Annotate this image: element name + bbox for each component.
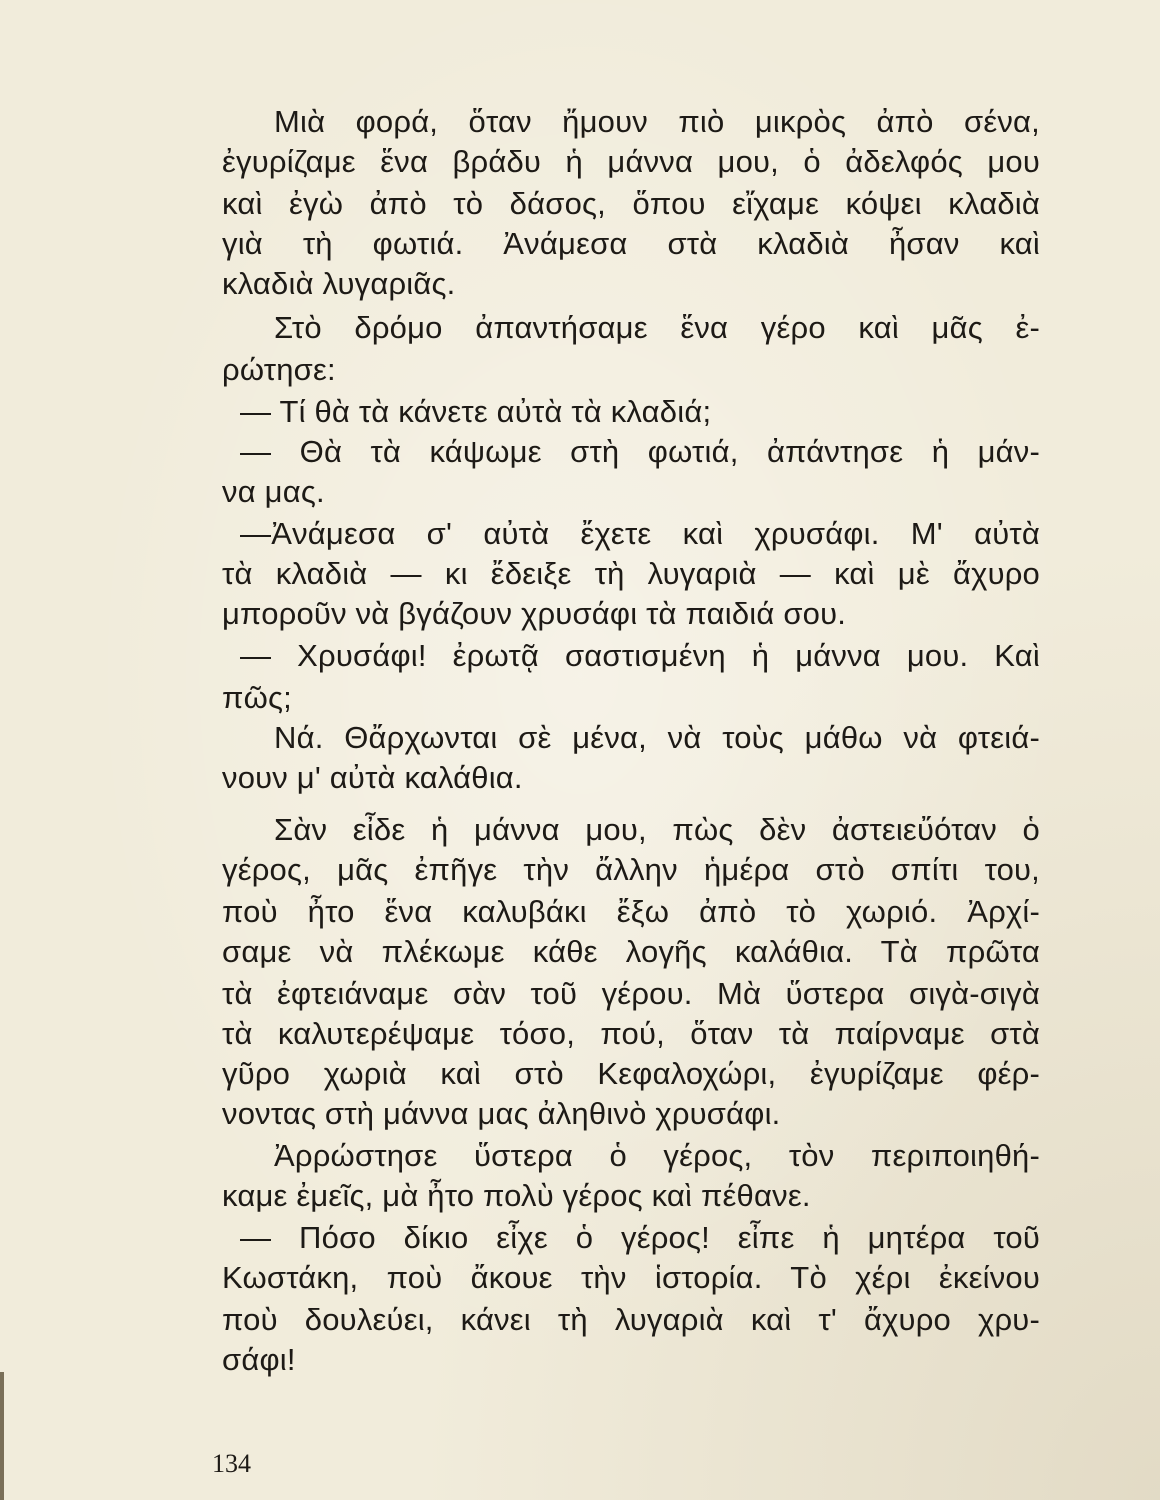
text-line: Ἀρρώστησε ὕστερα ὁ γέρος, τὸν περιποιηθή-: [274, 1138, 1040, 1173]
text-line: Νά. Θἄρχωνται σὲ μένα, νὰ τοὺς μάθω νὰ φτειά-: [274, 720, 1040, 755]
text-line: Κωστάκη, ποὺ ἄκουε τὴν ἱστορία. Τὸ χέρι ἐκείνου: [222, 1260, 1040, 1295]
text-line: γιὰ τὴ φωτιά. Ἀνάμεσα στὰ κλαδιὰ ἦσαν καὶ: [222, 226, 1040, 261]
text-line: νουν μ' αὐτὰ καλάθια.: [222, 760, 523, 795]
text-line: πῶς;: [222, 680, 292, 715]
text-line: ποὺ δουλεύει, κάνει τὴ λυγαριὰ καὶ τ' ἄχυρο χρυ-: [222, 1302, 1040, 1337]
text-line: τὰ ἐφτειάναμε σὰν τοῦ γέρου. Μὰ ὕστερα σιγὰ-σιγὰ: [222, 976, 1040, 1011]
text-line: σαμε νὰ πλέκωμε κάθε λογῆς καλάθια. Τὰ πρῶτα: [222, 934, 1040, 969]
text-line: μποροῦν νὰ βγάζουν χρυσάφι τὰ παιδιά σου.: [222, 596, 847, 631]
dialogue-line: —Ἀνάμεσα σ' αὐτὰ ἔχετε καὶ χρυσάφι. Μ' αὐτὰ: [240, 516, 1040, 551]
text-line: γέρος, μᾶς ἐπῆγε τὴν ἄλλην ἡμέρα στὸ σπίτι του,: [222, 852, 1040, 887]
text-line: να μας.: [222, 474, 325, 509]
page-number: 134: [212, 1449, 251, 1478]
text-line: γῦρο χωριὰ καὶ στὸ Κεφαλοχώρι, ἐγυρίζαμε φέρ-: [222, 1056, 1040, 1091]
text-line: σάφι!: [222, 1342, 296, 1377]
page-edge-shadow: [0, 1372, 4, 1500]
text-line: ρώτησε:: [222, 352, 336, 387]
text-line: Στὸ δρόμο ἀπαντήσαμε ἕνα γέρο καὶ μᾶς ἐ-: [274, 310, 1040, 345]
dialogue-line: — Πόσο δίκιο εἶχε ὁ γέρος! εἶπε ἡ μητέρα τοῦ: [240, 1220, 1040, 1255]
text-line: καμε ἐμεῖς, μὰ ἦτο πολὺ γέρος καὶ πέθανε.: [222, 1178, 811, 1213]
text-line: ποὺ ἦτο ἕνα καλυβάκι ἔξω ἀπὸ τὸ χωριό. Ἀρχί-: [222, 894, 1040, 929]
dialogue-line: — Χρυσάφι! ἐρωτᾷ σαστισμένη ἡ μάννα μου. Καὶ: [240, 638, 1040, 673]
text-line: τὰ κλαδιὰ — κι ἔδειξε τὴ λυγαριὰ — καὶ μὲ ἄχυρο: [222, 556, 1040, 591]
text-line: ἐγυρίζαμε ἕνα βράδυ ἡ μάννα μου, ὁ ἀδελφός μου: [222, 144, 1040, 179]
text-line: Σὰν εἶδε ἡ μάννα μου, πὼς δὲν ἀστειεὔόταν ὁ: [274, 812, 1040, 847]
dialogue-line: — Τί θὰ τὰ κάνετε αὐτὰ τὰ κλαδιά;: [240, 394, 712, 429]
text-line: κλαδιὰ λυγαριᾶς.: [222, 266, 456, 301]
text-line: καὶ ἐγὼ ἀπὸ τὸ δάσος, ὅπου εἴχαμε κόψει κλαδιὰ: [222, 186, 1040, 221]
text-line: νοντας στὴ μάννα μας ἀληθινὸ χρυσάφι.: [222, 1096, 781, 1131]
text-line: Μιὰ φορά, ὅταν ἤμουν πιὸ μικρὸς ἀπὸ σένα,: [274, 104, 1040, 139]
text-line: τὰ καλυτερέψαμε τόσο, πού, ὅταν τὰ παίρναμε στὰ: [222, 1016, 1040, 1051]
dialogue-line: — Θὰ τὰ κάψωμε στὴ φωτιά, ἀπάντησε ἡ μάν-: [240, 434, 1040, 469]
